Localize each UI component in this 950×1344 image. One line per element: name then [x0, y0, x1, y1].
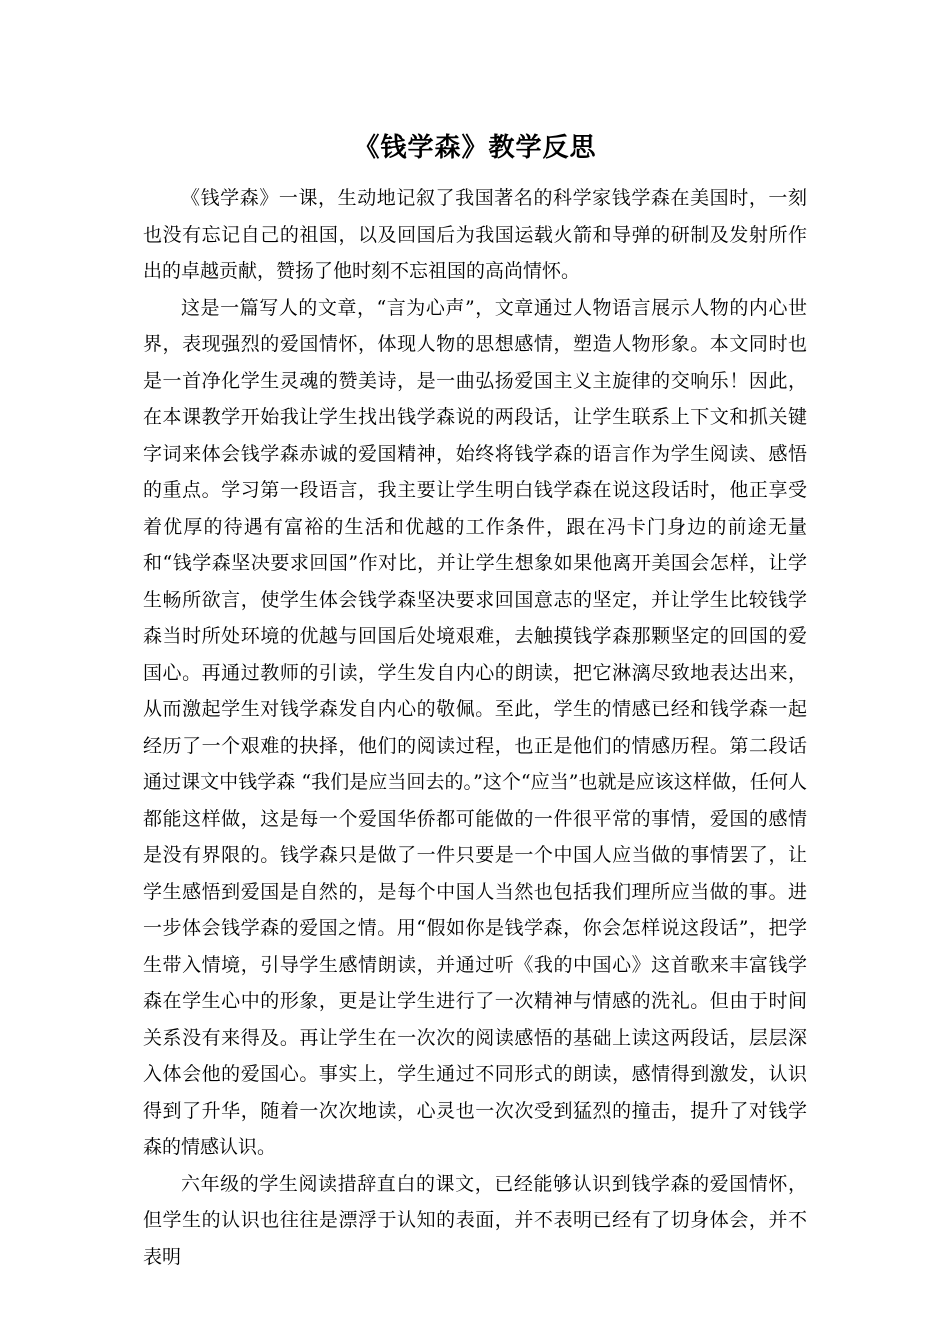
document-body [143, 180, 807, 1275]
paragraph-reflection: 六年级的学生阅读措辞直白的课文，已经能够认识到钱学森的爱国情怀，但学生的认识也往往是漂浮于认知的表面，并不表明已经有了切身体会，并不表明 [143, 1172, 807, 1268]
paragraph-intro: 《钱学森》一课，生动地记叙了我国著名的科学家钱学森在美国时，一刻也没有忘记自己的祖国，以及回国后为我国运载火箭和导弹的研制及发射所作出的卓越贡献，赞扬了他时刻不忘祖国的高尚情怀。 [143, 187, 807, 282]
paragraph-analysis: 这是一篇写人的文章，“言为心声”，文章通过人物语言展示人物的内心世界，表现强烈的爱国情怀，体现人物的思想感情，塑造人物形象。本文同时也是一首净化学生灵魂的赞美诗，是一曲弘扬爱国主义主旋律的交响乐！因此，在本课教学开始我让学生找出钱学森说的两段话，让学生联系上下文和抓关键字词来体会钱学森赤诚的爱国精神，始终将钱学森的语言作为学生阅读、感悟的重点。学习第一段语言，我主要让学生明白钱学森在说这段话时，他正享受着优厚的待遇有富裕的生活和优越的工作条件，跟在冯卡门身边的前途无量和“钱学森坚决要求回国”作对比，并让学生想象如果他离开美国会怎样，让学生畅所欲言，使学生体会钱学森坚决要求回国意志的坚定，并让学生比较钱学森当时所处环境的优越与回国后处境艰难，去触摸钱学森那颗坚定的回国的爱国心。再通过教师的引读，学生发自内心的朗读，把它淋漓尽致地表达出来，从而激起学生对钱学森发自内心的敬佩。至此，学生的情感已经和钱学森一起经历了一个艰难的抉择，他们的阅读过程，也正是他们的情感历程。第二段话通过课文中钱学森 “我们是应当回去的。”这个“应当”也就是应该这样做，任何人都能这样做，这是每一个爱国华侨都可能做的一件很平常的事情，爱国的感情是没有界限的。钱学森只是做了一件只要是一个中国人应当做的事情罢了，让学生感悟到爱国是自然的，是每个中国人当然也包括我们理所应当做的事。进一步体会钱学森的爱国之情。用“假如你是钱学森，你会怎样说这段话”，把学生带入情境，引导学生感情朗读，并通过听《我的中国心》这首歌来丰富钱学森在学生心中的形象，更是让学生进行了一次精神与情感的洗礼。但由于时间关系没有来得及。再让学生在一次次的阅读感悟的基础上读这两段话，层层深入体会他的爱国心。事实上，学生通过不同形式的朗读，感情得到激发，认识得到了升华，随着一次次地读，心灵也一次次受到猛烈的撞击，提升了对钱学森的情感认识。 [143, 296, 807, 1158]
document-title: 《钱学森》教学反思 [353, 133, 597, 163]
